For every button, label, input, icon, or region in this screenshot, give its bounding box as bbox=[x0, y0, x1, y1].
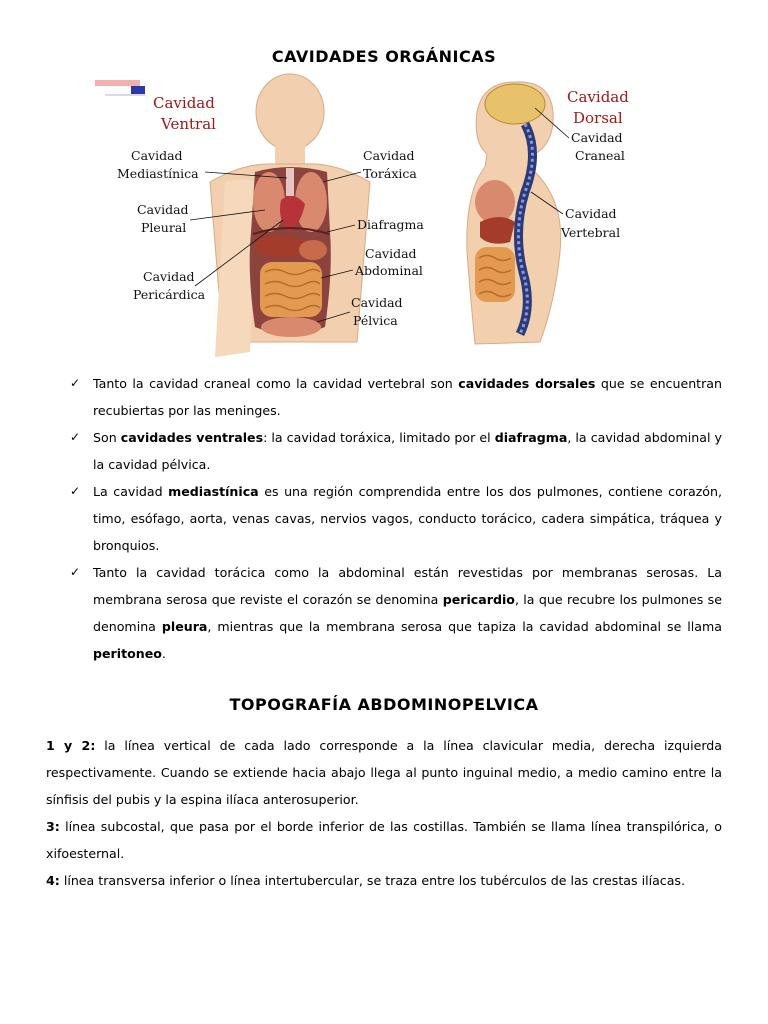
checkmark-icon: ✓ bbox=[70, 376, 81, 390]
body-cavities-figure bbox=[95, 72, 655, 362]
bullet-item: ✓ Tanto la cavidad craneal como la cavidad vertebral son cavidades dorsales que se encuentran recubiertas por las meninges. bbox=[70, 370, 722, 424]
checkmark-icon: ✓ bbox=[70, 430, 81, 444]
ventral-body-figure bbox=[210, 74, 370, 357]
label-abdominal-1: Cavidad bbox=[365, 246, 417, 261]
label-pericardica-2: Pericárdica bbox=[133, 287, 206, 302]
decor-bar bbox=[95, 80, 140, 86]
label-craneal-2: Craneal bbox=[575, 148, 625, 163]
topography-paragraph: 4: línea transversa inferior o línea intertubercular, se traza entre los tubérculos de las crestas ilíacas. bbox=[46, 873, 685, 888]
topography-paragraph: 1 y 2: la línea vertical de cada lado corresponde a la línea clavicular media, derecha izquierda respectivamente. Cuando se extiende hacia abajo llega al punto inguinal medio, a medio camino entre la sínfisis del pubis y la espina ilíaca anterosuperior. bbox=[46, 738, 722, 807]
label-mediastinica-1: Cavidad bbox=[131, 148, 183, 163]
label-abdominal-2: Abdominal bbox=[355, 263, 423, 278]
label-mediastinica-2: Mediastínica bbox=[117, 166, 199, 181]
page-title: CAVIDADES ORGÁNICAS bbox=[271, 47, 497, 66]
label-pleural-2: Pleural bbox=[141, 220, 187, 235]
dorsal-body-figure bbox=[467, 82, 561, 344]
section-title: TOPOGRAFÍA ABDOMINOPELVICA bbox=[229, 695, 539, 714]
label-pelvica-2: Pélvica bbox=[353, 313, 398, 328]
topography-paragraph: 3: línea subcostal, que pasa por el borde inferior de las costillas. También se llama línea transpilórica, o xifoesternal. bbox=[46, 819, 722, 861]
label-diafragma: Diafragma bbox=[357, 217, 424, 232]
dorsal-title-line2: Dorsal bbox=[573, 109, 623, 127]
checkmark-icon: ✓ bbox=[70, 484, 81, 498]
ventral-title-line1: Cavidad bbox=[153, 94, 215, 112]
label-pleural-1: Cavidad bbox=[137, 202, 189, 217]
label-vertebral-1: Cavidad bbox=[565, 206, 617, 221]
checkmark-icon: ✓ bbox=[70, 565, 81, 579]
label-toraxica-2: Toráxica bbox=[363, 166, 417, 181]
bullet-item: ✓ Tanto la cavidad torácica como la abdominal están revestidas por membranas serosas. La membrana serosa que reviste el corazón se denomina pericardio, la que recubre los pulmones se denomina pleura, mientras que la membrana serosa que tapiza la cavidad abdominal se llama peritoneo. bbox=[70, 559, 722, 667]
ventral-title-line2: Ventral bbox=[161, 115, 216, 133]
label-pericardica-1: Cavidad bbox=[143, 269, 195, 284]
label-toraxica-1: Cavidad bbox=[363, 148, 415, 163]
label-pelvica-1: Cavidad bbox=[351, 295, 403, 310]
bullet-item: ✓ La cavidad mediastínica es una región comprendida entre los dos pulmones, contiene corazón, timo, esófago, aorta, venas cavas, nervios vagos, conducto torácico, cadera simpática, tráquea y bronquios. bbox=[70, 478, 722, 559]
bullet-item: ✓ Son cavidades ventrales: la cavidad toráxica, limitado por el diafragma, la cavidad abdominal y la cavidad pélvica. bbox=[70, 424, 722, 478]
topography-section bbox=[46, 732, 722, 894]
decor-square bbox=[131, 86, 145, 94]
label-craneal-1: Cavidad bbox=[571, 130, 623, 145]
dorsal-title-line1: Cavidad bbox=[567, 88, 629, 106]
body-cavities-illustration bbox=[95, 72, 655, 362]
bullet-list bbox=[70, 370, 722, 667]
decor-line bbox=[105, 94, 145, 96]
label-vertebral-2: Vertebral bbox=[561, 225, 621, 240]
